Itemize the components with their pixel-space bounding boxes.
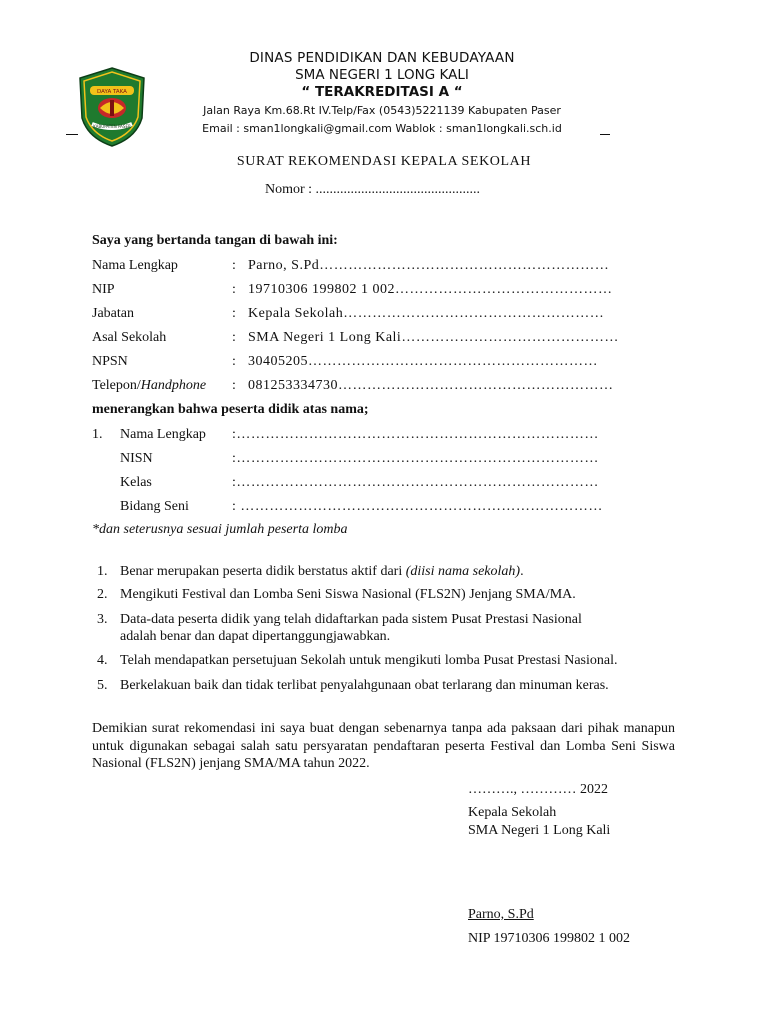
signer-value: 19710306 199802 1 002……………………………………… xyxy=(248,282,613,297)
letter-number: Nomor : ............................................... xyxy=(265,182,481,197)
signer-value: Parno, S.Pd…………………………………………………… xyxy=(248,258,610,273)
statement-text-continued: adalah benar dan dapat dipertanggungjawabkan. xyxy=(120,629,391,644)
statement-number: 5. xyxy=(97,678,108,693)
school-name: SMA NEGERI 1 LONG KALI xyxy=(295,67,469,83)
explain-text: menerangkan bahwa peserta didik atas nama; xyxy=(92,402,369,417)
student-value: :………………………………………………………………… xyxy=(232,475,599,490)
signer-value: SMA Negeri 1 Long Kali……………………………………… xyxy=(248,330,619,345)
logo-text-top: DAYA TAKA xyxy=(97,89,127,95)
signer-label: Nama Lengkap xyxy=(92,258,178,273)
statement-number: 1. xyxy=(97,564,108,579)
header-rule-right xyxy=(600,134,610,135)
statement-text: Berkelakuan baik dan tidak terlibat penyalahgunaan obat terlarang dan minuman keras. xyxy=(120,678,609,693)
letter-title: SURAT REKOMENDASI KEPALA SEKOLAH xyxy=(236,154,532,169)
signer-sep: : xyxy=(232,282,236,297)
student-number: 1. xyxy=(92,427,103,442)
header-rule-left xyxy=(66,134,78,135)
signer-label: NPSN xyxy=(92,354,128,369)
statement-text: Telah mendapatkan persetujuan Sekolah untuk mengikuti lomba Pusat Prestasi Nasional. xyxy=(120,653,618,668)
signer-sep: : xyxy=(232,330,236,345)
signer-label: Jabatan xyxy=(92,306,134,321)
note-text: *dan seterusnya sesuai jumlah peserta lomba xyxy=(92,522,348,537)
signer-label: Asal Sekolah xyxy=(92,330,167,345)
statement-text: Benar merupakan peserta didik berstatus aktif dari (diisi nama sekolah). xyxy=(120,564,524,579)
student-label: Bidang Seni xyxy=(120,499,189,514)
statement-text: Mengikuti Festival dan Lomba Seni Siswa Nasional (FLS2N) Jenjang SMA/MA. xyxy=(120,587,576,602)
signer-sep: : xyxy=(232,306,236,321)
agency-name: DINAS PENDIDIKAN DAN KEBUDAYAAN xyxy=(249,50,515,66)
student-value: :………………………………………………………………… xyxy=(232,451,599,466)
statement-number: 4. xyxy=(97,653,108,668)
signature-name: Parno, S.Pd xyxy=(468,907,534,922)
regency-emblem-logo xyxy=(76,66,148,148)
student-label: Nama Lengkap xyxy=(120,427,206,442)
school-contact: Email : sman1longkali@gmail.com Wablok : sman1longkali.sch.id xyxy=(202,122,562,135)
signer-sep: : xyxy=(232,354,236,369)
student-value: :………………………………………………………………… xyxy=(232,427,599,442)
logo-text-bottom: KABUPATEN PASER xyxy=(93,124,131,129)
student-value: : ………………………………………………………………… xyxy=(232,499,603,514)
statement-number: 3. xyxy=(97,612,108,627)
signer-value: Kepala Sekolah……………………………………………… xyxy=(248,306,605,321)
signature-date: ………., ………… 2022 xyxy=(468,782,608,797)
signer-value: 30405205…………………………………………………… xyxy=(248,354,598,369)
signer-sep: : xyxy=(232,378,236,393)
statement-number: 2. xyxy=(97,587,108,602)
accreditation: “ TERAKREDITASI A “ xyxy=(301,84,463,100)
intro-text: Saya yang bertanda tangan di bawah ini: xyxy=(92,233,338,248)
signer-label: Telepon/Handphone xyxy=(92,378,207,393)
student-label: NISN xyxy=(120,451,153,466)
school-address: Jalan Raya Km.68.Rt IV.Telp/Fax (0543)5221139 Kabupaten Paser xyxy=(203,104,561,117)
signer-value: 081253334730………………………………………………… xyxy=(248,378,614,393)
closing-paragraph: Demikian surat rekomendasi ini saya buat dengan sebenarnya tanpa ada paksaan dari pihak manapun untuk digunakan sebagai salah satu persyaratan pendaftaran peserta Festival dan Lomba Seni Siswa Nasional (FLS2N) jenjang SMA/MA tahun 2022. xyxy=(92,721,675,771)
signature-position: Kepala Sekolah xyxy=(468,805,557,820)
signer-sep: : xyxy=(232,258,236,273)
signer-label: NIP xyxy=(92,282,115,297)
signature-school: SMA Negeri 1 Long Kali xyxy=(468,823,611,838)
student-label: Kelas xyxy=(120,475,152,490)
statement-text: Data-data peserta didik yang telah didaftarkan pada sistem Pusat Prestasi Nasional xyxy=(120,612,582,627)
signature-nip: NIP 19710306 199802 1 002 xyxy=(468,931,631,946)
